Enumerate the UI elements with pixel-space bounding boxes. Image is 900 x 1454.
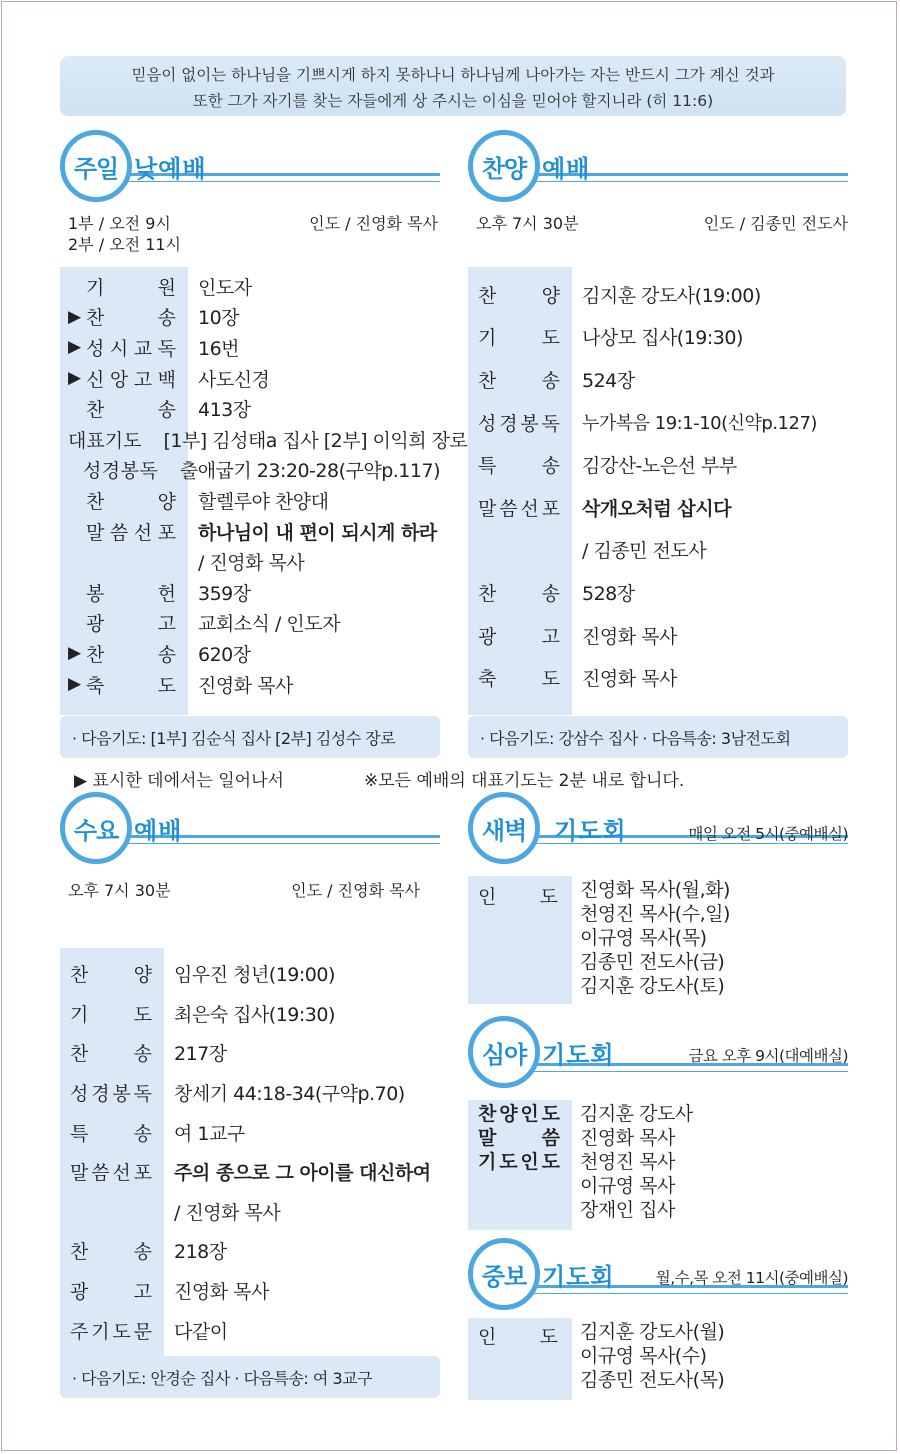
sunday-order-label: 기 원 (86, 276, 176, 299)
sunday-time-2: 2부 / 오전 11시 (68, 235, 182, 254)
wednesday-order-row (60, 994, 440, 1034)
praise-order-label: 찬 송 (478, 582, 560, 605)
wednesday-order-label: 찬 송 (70, 1241, 152, 1264)
sunday-order-row (60, 455, 440, 486)
wednesday-order-label: 특 송 (70, 1122, 152, 1145)
praise-order-label: 찬 양 (478, 284, 560, 307)
sunday-order-value: 10장 (198, 307, 240, 330)
sunday-order-value: 교회소식 / 인도자 (198, 613, 340, 636)
intercession-prayer-section (468, 1238, 848, 1400)
sunday-order-value: 출애굽기 23:20-28(구약p.117) (179, 460, 440, 483)
praise-order-label: 기 도 (478, 327, 560, 350)
sunday-order-row (60, 485, 440, 516)
night.people-list-item: 진영화 목사 (580, 1127, 675, 1149)
intercession.people-list-item: 김지훈 강도사(월) (580, 1321, 725, 1343)
praise-order-row (468, 358, 848, 401)
praise-order-row (468, 614, 848, 657)
night-schedule: 금요 오후 9시(대예배실) (688, 1047, 848, 1065)
intercession-title: 기도회 (542, 1263, 615, 1291)
dawn-label: 인 도 (478, 886, 558, 908)
wednesday-order-label: 광 고 (70, 1281, 152, 1304)
praise-order-value: 김지훈 강도사(19:00) (582, 284, 761, 307)
praise-order-box (468, 267, 848, 715)
wednesday-order-value: 임우진 청년(19:00) (174, 964, 335, 987)
night-circle-badge: 심야 (468, 1016, 540, 1088)
night-role-label: 말 씀 (478, 1127, 560, 1149)
praise-order-row (468, 443, 848, 486)
praise-service-section (468, 130, 848, 715)
sunday-order-value: / 진영화 목사 (198, 552, 305, 575)
praise-meta (468, 213, 848, 257)
dawn.people-list-item: 천영진 목사(수,일) (580, 903, 730, 925)
sunday-standing-arrow-icon: ▶ (68, 674, 82, 695)
praise-leader: 인도 / 김종민 전도사 (703, 214, 848, 233)
praise-order-value: 김강산-노은선 부부 (582, 455, 737, 478)
wednesday-order-label: 찬 양 (70, 964, 152, 987)
praise-next-prayer-note: · 다음기도: 강삼수 집사 · 다음특송: 3남전도회 (468, 716, 848, 758)
sunday-order-box (60, 267, 468, 715)
praise-title: 예배 (542, 155, 591, 183)
sunday-circle-badge: 주일 (60, 130, 132, 202)
night-header (468, 1016, 848, 1086)
sunday-order-row (60, 424, 468, 455)
dawn-leader-box (468, 876, 848, 1004)
sunday-order-label: 신 앙 고 백 (86, 368, 176, 391)
sunday-order-row (60, 608, 440, 639)
wednesday-order-label: 찬 송 (70, 1043, 152, 1066)
footer-standing-note: ▶ 표시한 데에서는 일어나서 (74, 771, 284, 791)
night.people-list-item: 장재인 집사 (580, 1199, 675, 1221)
wednesday-title: 예배 (134, 817, 183, 845)
wednesday-order-value: 주의 종으로 그 아이를 대신하여 (174, 1162, 431, 1185)
wednesday-time: 오후 7시 30분 (68, 881, 171, 900)
praise-order-value: 524장 (582, 369, 635, 392)
sunday-order-label: 찬 송 (86, 307, 176, 330)
sunday-order-row (60, 363, 440, 394)
wednesday-next-prayer-note: · 다음기도: 안경순 집사 · 다음특송: 여 3교구 (60, 1356, 440, 1398)
wednesday-order-row (60, 1073, 440, 1113)
night.people-list-item: 천영진 목사 (580, 1151, 675, 1173)
praise-order-label: 광 고 (478, 625, 560, 648)
wednesday-order-row (60, 1310, 440, 1350)
praise-order-label: 성 경 봉 독 (478, 412, 560, 435)
praise-order-row (468, 656, 848, 699)
sunday-order-value: 413장 (198, 399, 251, 422)
praise-order-value: / 김종민 전도사 (582, 540, 707, 563)
intercession.people-list-item: 김종민 전도사(목) (580, 1369, 725, 1391)
night-role-labels (478, 1102, 560, 1174)
dawn-circle-badge: 새벽 (468, 792, 540, 864)
sunday-order-label: 성 시 교 독 (86, 337, 176, 360)
verse-line-2: 또한 그가 자기를 찾는 자들에게 상 주시는 이심을 믿어야 할지니라 (히 11:6) (192, 92, 714, 110)
wednesday-order-value: 여 1교구 (174, 1122, 245, 1145)
sunday-order-value: [1부] 김성태a 집사 [2부] 이익희 장로 (163, 429, 468, 452)
night-role-label: 기 도 인 도 (478, 1151, 560, 1173)
sunday-title: 낮예배 (134, 155, 207, 183)
dawn-schedule: 매일 오전 5시(중예배실) (688, 825, 848, 843)
intercession-header (468, 1238, 848, 1308)
scripture-verse-banner (60, 56, 846, 116)
sunday-standing-arrow-icon: ▶ (68, 643, 82, 664)
sunday-order-row (60, 577, 440, 608)
sunday-order-label: 성 경 봉 독 (82, 460, 158, 483)
praise-order-label: 찬 송 (478, 369, 560, 392)
sunday-order-label: 광 고 (86, 613, 176, 636)
wednesday-order-value: / 진영화 목사 (174, 1201, 281, 1224)
night-leader-list (580, 1102, 693, 1222)
wednesday-order-row (60, 1112, 440, 1152)
praise-order-value: 삭개오처럼 삽시다 (582, 497, 731, 520)
dawn.people-list-item: 김지훈 강도사(토) (580, 975, 725, 997)
wednesday-leader: 인도 / 진영화 목사 (291, 881, 420, 900)
wednesday-order-value: 217장 (174, 1043, 227, 1066)
wednesday-order-row (60, 1033, 440, 1073)
night-role-label: 찬 양 인 도 (478, 1103, 560, 1125)
intercession-circle-badge: 중보 (468, 1238, 540, 1310)
sunday-order-row (60, 638, 440, 669)
wednesday-order-value: 다같이 (174, 1320, 228, 1343)
dawn.people-list-item: 진영화 목사(월,화) (580, 879, 730, 901)
sunday-order-label: 축 도 (86, 674, 176, 697)
sunday-next-prayer-note: · 다음기도: [1부] 김순식 집사 [2부] 김성수 장로 (60, 716, 440, 758)
sunday-order-row (60, 332, 440, 363)
sunday-order-label: 찬 양 (86, 490, 176, 513)
wednesday-order-row (60, 1271, 440, 1311)
sunday-order-label: 대 표 기 도 (68, 429, 142, 452)
praise-order-label: 말 씀 선 포 (478, 497, 560, 520)
praise-circle-badge: 찬양 (468, 130, 540, 202)
sunday-standing-arrow-icon: ▶ (68, 368, 82, 389)
sunday-standing-arrow-icon: ▶ (68, 337, 82, 358)
intercession-leader-box (468, 1318, 848, 1400)
praise-order-row (468, 486, 848, 529)
sunday-meta (60, 213, 440, 257)
wednesday-header (60, 792, 440, 862)
sunday-order-value: 16번 (198, 337, 240, 360)
intercession-label: 인 도 (478, 1326, 558, 1348)
praise-order-row (468, 273, 848, 316)
wednesday-order-box (60, 948, 440, 1366)
wednesday-order-list (60, 948, 440, 1350)
praise-order-row (468, 529, 848, 572)
sunday-order-row (60, 669, 440, 700)
sunday-time-1: 1부 / 오전 9시 (68, 214, 171, 233)
night-title: 기도회 (542, 1041, 615, 1069)
praise-order-value: 진영화 목사 (582, 668, 677, 691)
wednesday-order-label: 성 경 봉 독 (70, 1083, 152, 1106)
praise-order-label: 특 송 (478, 455, 560, 478)
wednesday-circle-badge: 수요 (60, 792, 132, 864)
sunday-order-label: 봉 헌 (86, 582, 176, 605)
intercession-schedule: 월,수,목 오전 11시(중예배실) (655, 1269, 848, 1287)
sunday-order-value: 620장 (198, 643, 251, 666)
sunday-order-value: 진영화 목사 (198, 674, 293, 697)
sunday-order-row (60, 546, 440, 577)
praise-order-row (468, 571, 848, 614)
praise-order-value: 누가복음 19:1-10(신약p.127) (582, 413, 817, 435)
sunday-order-value: 할렐루야 찬양대 (198, 490, 329, 513)
wednesday-order-row (60, 1152, 440, 1192)
dawn-leader-list (580, 878, 730, 998)
intercession.people-list-item: 이규영 목사(수) (580, 1345, 707, 1367)
night.people-list-item: 이규영 목사 (580, 1175, 675, 1197)
sunday-order-value: 사도신경 (198, 368, 270, 391)
wednesday-service-section (60, 792, 440, 1366)
sunday-order-value: 359장 (198, 582, 251, 605)
praise-header (468, 130, 848, 200)
sunday-order-value: 인도자 (198, 276, 252, 299)
sunday-order-row (60, 393, 440, 424)
dawn-prayer-section (468, 792, 848, 1004)
wednesday-order-value: 창세기 44:18-34(구약p.70) (174, 1083, 405, 1106)
praise-order-value: 나상모 집사(19:30) (582, 327, 743, 350)
verse-line-1: 믿음이 없이는 하나님을 기쁘시게 하지 못하나니 하나님께 나아가는 자는 반드시 그가 계신 것과 (131, 66, 775, 84)
wednesday-order-row (60, 954, 440, 994)
praise-order-value: 진영화 목사 (582, 625, 677, 648)
sunday-order-value: 하나님이 내 편이 되시게 하라 (198, 521, 437, 544)
praise-time: 오후 7시 30분 (476, 214, 579, 233)
wednesday-order-label: 기 도 (70, 1003, 152, 1026)
sunday-order-row (60, 516, 440, 547)
praise-order-value: 528장 (582, 582, 635, 605)
sunday-service-section (60, 130, 468, 715)
wednesday-order-row (60, 1192, 440, 1232)
wednesday-order-label: 주 기 도 문 (70, 1320, 152, 1343)
sunday-order-list (60, 267, 468, 699)
sunday-order-label: 찬 송 (86, 399, 176, 422)
sunday-leader: 인도 / 진영화 목사 (309, 214, 438, 233)
wednesday-order-value: 최은숙 집사(19:30) (174, 1003, 335, 1026)
night-leader-box (468, 1100, 848, 1230)
sunday-order-label: 찬 송 (86, 643, 176, 666)
sunday-header (60, 130, 440, 200)
night-prayer-section (468, 1016, 848, 1230)
intercession-leader-list (580, 1320, 724, 1392)
dawn-title: 기도회 (554, 817, 627, 845)
sunday-order-row (60, 302, 440, 333)
praise-order-row (468, 401, 848, 444)
praise-order-row (468, 316, 848, 359)
praise-order-label: 축 도 (478, 668, 560, 691)
wednesday-order-value: 218장 (174, 1241, 227, 1264)
wednesday-order-row (60, 1231, 440, 1271)
sunday-standing-arrow-icon: ▶ (68, 306, 82, 327)
wednesday-order-value: 진영화 목사 (174, 1281, 269, 1304)
wednesday-order-label: 말 씀 선 포 (70, 1162, 152, 1185)
dawn-header (468, 792, 848, 862)
sunday-order-row (60, 271, 440, 302)
praise-order-list (468, 267, 848, 699)
dawn.people-list-item: 김종민 전도사(금) (580, 951, 725, 973)
dawn.people-list-item: 이규영 목사(목) (580, 927, 707, 949)
footer-prayer-length-note: ※모든 예배의 대표기도는 2분 내로 합니다. (364, 771, 685, 791)
night.people-list-item: 김지훈 강도사 (580, 1103, 693, 1125)
wednesday-meta (60, 880, 440, 910)
sunday-order-label: 말 씀 선 포 (86, 521, 176, 544)
